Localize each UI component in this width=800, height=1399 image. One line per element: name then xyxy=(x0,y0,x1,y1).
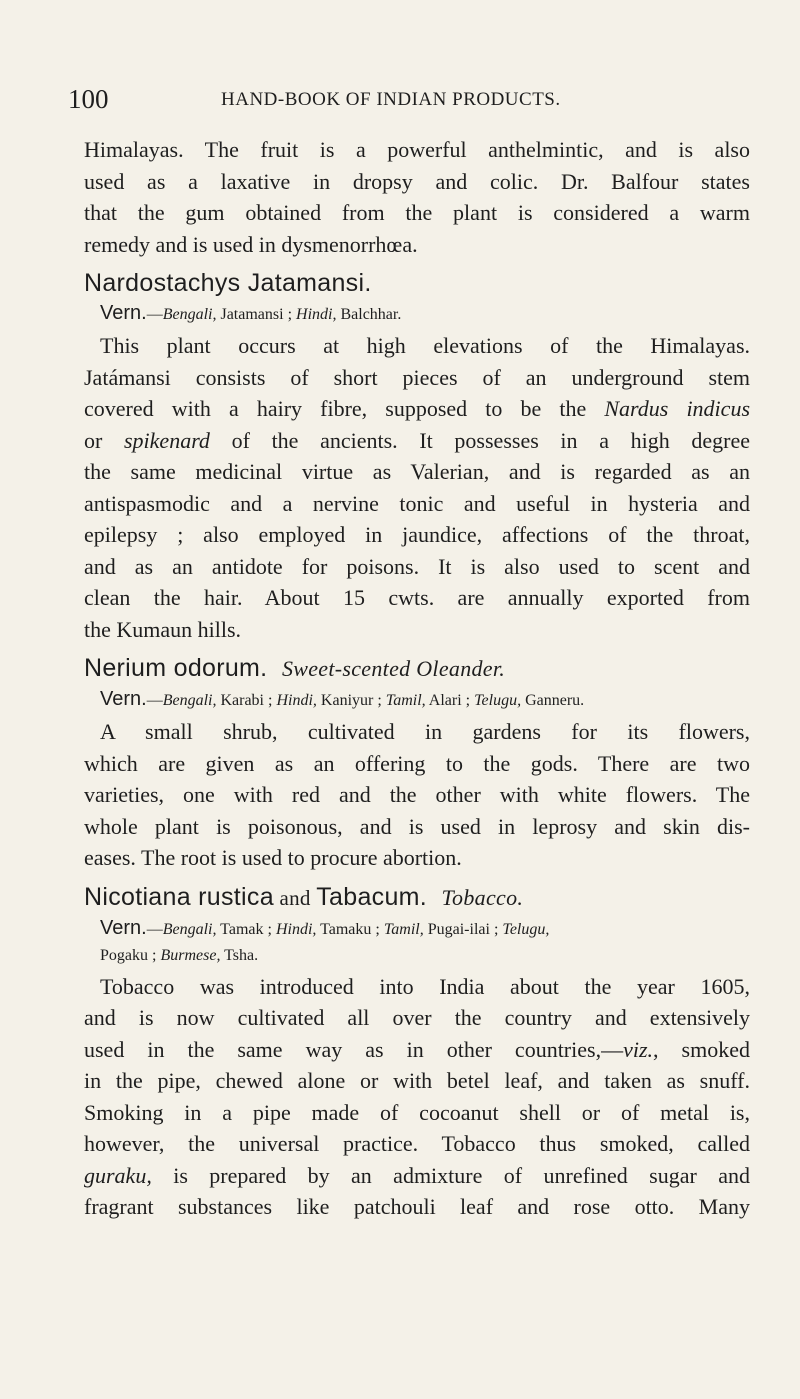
vernacular-name: Balchhar. xyxy=(336,306,402,323)
text-span: , smoked xyxy=(653,1036,750,1062)
botanical-name: Nardostachys Jatamansi. xyxy=(84,269,372,297)
text-line xyxy=(84,1160,750,1192)
text-line: the Kumaun hills. xyxy=(84,616,242,642)
vernacular-name: Ganneru. xyxy=(521,692,585,709)
vernacular-names xyxy=(84,686,750,714)
body-text xyxy=(84,134,750,1223)
dash: — xyxy=(146,692,163,709)
text-line: remedy and is used in dysmenorrhœa. xyxy=(84,231,418,257)
vern-label: Vern. xyxy=(100,302,147,324)
text-line: eases. The root is used to procure abortion. xyxy=(84,845,462,870)
running-head: HAND-BOOK OF INDIAN PRODUCTS. xyxy=(221,89,561,110)
text-span: covered with a hairy fibre, supposed to be the xyxy=(84,396,605,421)
english-name: Tobacco. xyxy=(441,884,524,910)
vernacular-names xyxy=(84,915,750,969)
language-name: Bengali, xyxy=(162,306,217,323)
language-name: Bengali, xyxy=(162,920,217,938)
text-line: the same medicinal virtue as Valerian, and is regarded as an xyxy=(84,459,750,484)
dash: — xyxy=(146,920,163,938)
text-span: is prepared by an admixture of unrefined sugar and xyxy=(151,1162,750,1188)
language-name: Hindi, xyxy=(276,692,317,709)
nardostachys-paragraph xyxy=(84,330,750,645)
text-line: and as an antidote for poisons. It is also used to scent and xyxy=(84,553,750,579)
italic-term: Nardus indicus xyxy=(604,396,750,421)
vernacular-name: Tsha. xyxy=(220,946,259,964)
nerium-paragraph xyxy=(84,716,750,874)
text-line: which are given as an offering to the gods. There are two xyxy=(84,750,750,776)
text-line: however, the universal practice. Tobacco thus smoked, called xyxy=(84,1131,750,1156)
italic-term: viz. xyxy=(623,1036,654,1062)
vernacular-name: Pugai-ilai ; xyxy=(423,920,503,938)
text-span: or xyxy=(84,427,124,453)
text-line: Himalayas. The fruit is a powerful anthelmintic, and is also xyxy=(84,137,750,162)
vernacular-name: Pogaku ; xyxy=(100,946,161,964)
language-name: Hindi, xyxy=(296,306,337,323)
italic-term: spikenard xyxy=(123,427,210,453)
vernacular-name: Tamak ; xyxy=(216,920,276,938)
text-line: used as a laxative in dropsy and colic. Dr. Balfour states xyxy=(84,168,750,194)
text-line xyxy=(84,425,750,457)
text-line: epilepsy ; also employed in jaundice, affections of the throat, xyxy=(84,522,750,547)
entry-heading-nicotiana xyxy=(84,880,750,915)
text-span: of the ancients. It possesses in a high degree xyxy=(209,427,750,453)
text-line xyxy=(84,1034,750,1066)
text-line: that the gum obtained from the plant is considered a warm xyxy=(84,200,750,225)
text-line: clean the hair. About 15 cwts. are annually exported from xyxy=(84,585,750,610)
vernacular-name: Kaniyur ; xyxy=(316,692,386,709)
entry-heading-nardostachys xyxy=(84,266,750,300)
language-name: Telugu, xyxy=(474,692,522,709)
language-name: Bengali, xyxy=(162,692,217,709)
vern-label: Vern. xyxy=(100,916,147,939)
language-name: Hindi, xyxy=(275,920,317,938)
language-name: Tamil, xyxy=(383,920,424,938)
text-span: used in the same way as in other countries,— xyxy=(84,1036,624,1062)
text-line: Tobacco was introduced into India about the year 1605, xyxy=(100,973,750,999)
page-header xyxy=(68,84,780,116)
conjunction: and xyxy=(273,885,317,910)
vernacular-name: Karabi ; xyxy=(216,692,277,709)
vern-label: Vern. xyxy=(100,688,147,710)
text-line: Smoking in a pipe made of cocoanut shell or of metal is, xyxy=(84,1099,750,1125)
text-line: fragrant substances like patchouli leaf and rose otto. Many xyxy=(84,1194,750,1219)
language-name: Telugu, xyxy=(502,920,550,938)
italic-term: guraku, xyxy=(84,1162,152,1188)
nicotiana-paragraph xyxy=(84,971,750,1223)
text-line: This plant occurs at high elevations of the Himalayas. xyxy=(100,333,750,358)
text-line: antispasmodic and a nervine tonic and useful in hysteria and xyxy=(84,490,750,516)
botanical-name: Nicotiana rustica xyxy=(84,882,274,911)
language-name: Tamil, xyxy=(385,692,426,709)
text-line: whole plant is poisonous, and is used in leprosy and skin dis- xyxy=(84,813,750,839)
vernacular-name: Jatamansi ; xyxy=(216,306,297,323)
entry-heading-nerium xyxy=(84,651,750,686)
botanical-name: Tabacum. xyxy=(316,882,428,911)
text-line: and is now cultivated all over the country and extensively xyxy=(84,1005,750,1030)
text-line: in the pipe, chewed alone or with betel leaf, and taken as snuff. xyxy=(84,1068,750,1093)
text-line xyxy=(84,393,750,425)
botanical-name: Nerium odorum. xyxy=(84,654,268,682)
text-line: Jatámansi consists of short pieces of an underground stem xyxy=(84,364,750,390)
page-number: 100 xyxy=(68,84,109,114)
vernacular-name: Alari ; xyxy=(425,692,475,709)
text-line: A small shrub, cultivated in gardens for its flowers, xyxy=(100,719,750,744)
vernacular-names xyxy=(84,300,750,328)
vernacular-name: Tamaku ; xyxy=(316,920,384,938)
dash: — xyxy=(146,306,163,323)
language-name: Burmese, xyxy=(160,946,221,964)
english-name: Sweet-scented Oleander. xyxy=(281,656,506,681)
intro-paragraph xyxy=(84,134,750,260)
text-line: varieties, one with red and the other with white flowers. The xyxy=(84,782,750,807)
